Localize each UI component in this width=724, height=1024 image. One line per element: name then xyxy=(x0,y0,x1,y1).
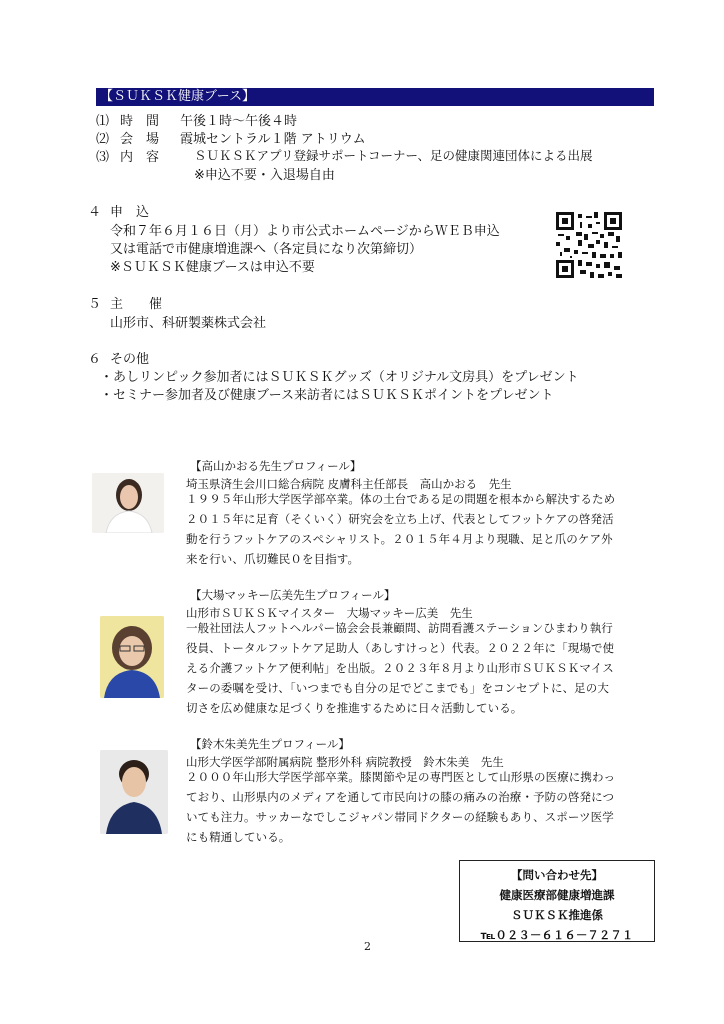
application-line: 令和７年６月１６日（月）より市公式ホームページからＷＥＢ申込 xyxy=(110,224,500,239)
profile-title: 【大場マッキー広美先生プロフィール】 xyxy=(190,588,396,602)
other-heading: その他 xyxy=(110,352,150,367)
page-number: 2 xyxy=(364,940,371,953)
contact-tel[interactable]: ℡０２３－６１６－７２７１ xyxy=(480,928,634,942)
section-number: ５ xyxy=(88,297,102,312)
item-label: 内 容 xyxy=(120,150,160,165)
qr-code[interactable] xyxy=(556,212,622,278)
booth-note: ※申込不要・入退場自由 xyxy=(194,168,335,183)
item-number: ⑶ xyxy=(96,150,110,165)
suzuki-photo xyxy=(100,750,168,834)
bio-line: 切さを広め健康な足づくりを推進するために日々活動している。 xyxy=(186,701,523,715)
other-bullet: ・あしリンピック参加者にはＳＵＫＳＫグッズ（オリジナル文房具）をプレゼント xyxy=(100,370,579,385)
booth-header: 【ＳＵＫＳＫ健康ブース】 xyxy=(96,88,654,106)
bio-line: １９９５年山形大学医学部卒業。体の土台である足の問題を根本から解決するため xyxy=(186,492,616,506)
item-value: 霞城セントラル１階 アトリウム xyxy=(180,132,366,147)
profile-affiliation: 山形大学医学部附属病院 整形外科 病院教授 鈴木朱美 先生 xyxy=(186,755,504,769)
item-label: 会 場 xyxy=(120,132,160,147)
bio-line: ２０１５年に足育（そくいく）研究会を立ち上げ、代表としてフットケアの啓発活 xyxy=(186,512,614,526)
booth-item-content xyxy=(96,146,593,165)
section-number: ４ xyxy=(88,205,102,220)
profile-bio xyxy=(186,489,615,569)
application-heading: 申 込 xyxy=(110,205,150,220)
booth-item-time xyxy=(96,110,298,129)
profile-title: 【鈴木朱美先生プロフィール】 xyxy=(190,737,350,751)
bio-line: 一般社団法人フットヘルパー協会会長兼顧問、訪問看護ステーションひまわり執行 xyxy=(186,621,613,635)
item-label: 時 間 xyxy=(120,114,160,129)
application-line: 又は電話で市健康増進課へ（各定員になり次第締切） xyxy=(110,242,423,257)
bio-line: 来を行い、爪切難民０を目指す。 xyxy=(186,552,360,566)
profile-title: 【高山かおる先生プロフィール】 xyxy=(190,459,362,473)
section-number: ６ xyxy=(88,352,102,367)
bio-line: 役員、トータルフットケア足助人（あしすけっと）代表。２０２２年に「現場で使 xyxy=(186,641,615,655)
bio-line: にも精通している。 xyxy=(186,830,291,844)
booth-item-venue xyxy=(96,128,366,147)
item-number: ⑴ xyxy=(96,114,110,129)
item-value: ＳＵＫＳＫアプリ登録サポートコーナー、足の健康関連団体による出展 xyxy=(194,148,593,163)
takayama-photo xyxy=(92,473,164,533)
organizer-heading: 主 催 xyxy=(110,297,163,312)
organizer-value: 山形市、科研製薬株式会社 xyxy=(110,316,267,331)
profile-affiliation: 山形市ＳＵＫＳＫマイスター 大場マッキー広美 先生 xyxy=(186,606,473,620)
contact-dept: 健康医療部健康増進課 xyxy=(499,888,615,902)
item-value: 午後１時～午後４時 xyxy=(180,114,298,129)
profile-bio xyxy=(186,767,615,847)
item-number: ⑵ xyxy=(96,132,110,147)
other-bullet: ・セミナー参加者及び健康ブース来訪者にはＳＵＫＳＫポイントをプレゼント xyxy=(100,388,554,403)
bio-line: 動を行うフットケアのスペシャリスト。２０１５年４月より現職、足と爪のケア外 xyxy=(186,532,613,546)
bio-line: ターの委嘱を受け、「いつまでも自分の足でどこまでも」をコンセプトに、足の大 xyxy=(186,681,609,695)
contact-box xyxy=(459,860,655,942)
application-line: ※ＳＵＫＳＫ健康ブースは申込不要 xyxy=(110,260,315,275)
bio-line: ており、山形県内のメディアを通して市民向けの膝の痛みの治療・予防の啓発につ xyxy=(186,790,615,804)
oba-photo xyxy=(100,616,164,698)
bio-line: いても注力。サッカーなでしこジャパン帯同ドクターの経験もあり、スポーツ医学 xyxy=(186,810,614,824)
contact-section: ＳＵＫＳＫ推進係 xyxy=(511,908,603,922)
profile-bio xyxy=(186,618,614,718)
bio-line: える介護フットケア便利帖」を出版。２０２３年８月より山形市ＳＵＫＳＫマイス xyxy=(186,661,614,675)
profile-affiliation: 埼玉県済生会川口総合病院 皮膚科主任部長 高山かおる 先生 xyxy=(186,477,512,491)
contact-title: 【問い合わせ先】 xyxy=(511,868,603,882)
bio-line: ２０００年山形大学医学部卒業。膝関節や足の専門医として山形県の医療に携わっ xyxy=(186,770,616,784)
